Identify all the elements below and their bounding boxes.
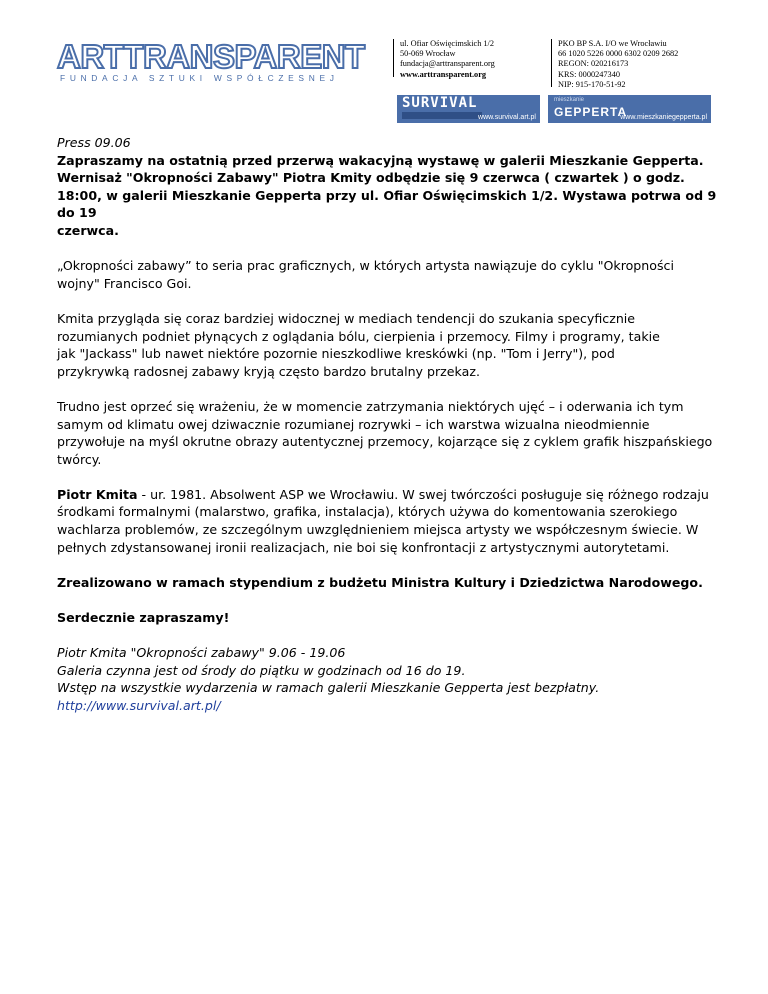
- gepperta-banner: [548, 95, 711, 123]
- press-headline: [57, 152, 725, 240]
- logo-subtitle: FUNDACJA SZTUKI WSPÓŁCZESNEJ: [60, 73, 339, 83]
- invitation: Serdecznie zapraszamy!: [57, 610, 230, 626]
- funding-note: Zrealizowano w ramach stypendium z budżetu Ministra Kultury i Dziedzictwa Narodowego.: [57, 574, 703, 590]
- survival-banner-title: SURVIVAL: [402, 95, 478, 111]
- bank-regon: REGON: 020216173: [558, 59, 629, 69]
- paragraph-line: [57, 486, 725, 504]
- address-city: 50-069 Wrocław: [400, 49, 456, 59]
- headline-line: czerwca.: [57, 222, 119, 238]
- paragraph-line: Trudno jest oprzeć się wrażeniu, że w momencie zatrzymania niektórych ujęć – i oderwania ich tym: [57, 398, 684, 414]
- survival-banner-strip: [402, 112, 482, 119]
- survival-banner: [397, 95, 540, 123]
- gepperta-banner-small: mieszkanie: [554, 97, 585, 103]
- paragraph-bio: [57, 486, 725, 556]
- bank-nip: NIP: 915-170-51-92: [558, 79, 626, 89]
- survival-website-link[interactable]: http://www.survival.art.pl/: [57, 698, 221, 713]
- paragraph-media: [57, 310, 725, 380]
- exhibition-info-line: Galeria czynna jest od środy do piątku w godzinach od 16 do 19.: [57, 662, 466, 678]
- headline-line: Wernisaż "Okropności Zabawy" Piotra Kmity odbędzie się 9 czerwca ( czwartek ) o godz.: [57, 170, 685, 186]
- paragraph-impression: [57, 398, 725, 468]
- bio-text: - ur. 1981. Absolwent ASP we Wrocławiu. W swej twórczości posługuje się różnego rodzaju: [137, 486, 709, 502]
- exhibition-info: [57, 644, 725, 714]
- paragraph-line: „Okropności zabawy” to seria prac graficznych, w których artysta nawiązuje do cyklu "Okropności: [57, 258, 674, 274]
- paragraph-line: wojny" Francisco Goi.: [57, 275, 192, 291]
- press-dateline: Press 09.06: [57, 135, 131, 150]
- bank-account: 66 1020 5226 0000 6302 0209 2682: [558, 49, 679, 59]
- exhibition-info-line: Wstęp na wszystkie wydarzenia w ramach galerii Mieszkanie Gepperta jest bezpłatny.: [57, 680, 600, 696]
- paragraph-line: przywołuje na myśl okrutne obrazy autentycznej przemocy, kojarzące się z cyklem grafik hiszpańskiego: [57, 434, 713, 450]
- paragraph-line: rozumianych podniet płynących z oglądania bólu, cierpienia i przemocy. Filmy i programy, takie: [57, 328, 660, 344]
- paragraph-line: samym od klimatu owej dziwacznie rozumianej rozrywki – ich warstwa wizualna nieodmiennie: [57, 416, 650, 432]
- paragraph-line: twórcy.: [57, 451, 102, 467]
- paragraph-line: wachlarza problemów, ze szczególnym uwzględnieniem miejsca artysty we współczesnym świecie. W: [57, 522, 699, 538]
- address-website: www.arttransparent.org: [400, 69, 487, 79]
- address-email: fundacja@arttransparent.org: [400, 59, 495, 69]
- headline-line: 18:00, w galerii Mieszkanie Gepperta przy ul. Ofiar Oświęcimskich 1/2. Wystawa potrwa od 9 do 19: [57, 187, 717, 221]
- logo-text: ARTTRANSPARENT: [57, 38, 365, 75]
- gepperta-banner-url: www.mieszkaniegepperta.pl: [620, 114, 707, 121]
- bank-name: PKO BP S.A. I/O we Wrocławiu: [558, 39, 667, 48]
- address-street: ul. Ofiar Oświęcimskich 1/2: [400, 39, 495, 48]
- exhibition-info-line: Piotr Kmita "Okropności zabawy" 9.06 - 19.06: [57, 645, 346, 661]
- arttransparent-logo: [57, 38, 365, 84]
- headline-line: Zapraszamy na ostatnią przed przerwą wakacyjną wystawę w galerii Mieszkanie Gepperta.: [57, 152, 704, 168]
- bank-details-block: [551, 39, 721, 87]
- paragraph-line: Kmita przygląda się coraz bardziej widocznej w mediach tendencji do szukania specyficznie: [57, 310, 636, 326]
- bank-krs: KRS: 0000247340: [558, 69, 621, 79]
- gepperta-banner-title: GEPPERTA: [554, 105, 628, 119]
- paragraph-line: pełnych zdystansowanej ironii realizacjach, nie boi się konfrontacji z artystycznymi autorytetami.: [57, 539, 670, 555]
- paragraph-line: środkami formalnymi (malarstwo, grafika, instalacja), których używa do komentowania szerokiego: [57, 504, 678, 520]
- paragraph-intro: [57, 257, 725, 292]
- address-block: [393, 39, 538, 77]
- survival-banner-url: www.survival.art.pl: [478, 114, 536, 121]
- press-release: [57, 134, 725, 715]
- artist-name: Piotr Kmita: [57, 486, 138, 502]
- paragraph-line: przykrywką radosnej zabawy kryją często bardzo brutalny przekaz.: [57, 363, 480, 379]
- paragraph-line: jak "Jackass" lub nawet niektóre pozornie nieszkodliwe kreskówki (np. "Tom i Jerry"), pod: [57, 346, 615, 362]
